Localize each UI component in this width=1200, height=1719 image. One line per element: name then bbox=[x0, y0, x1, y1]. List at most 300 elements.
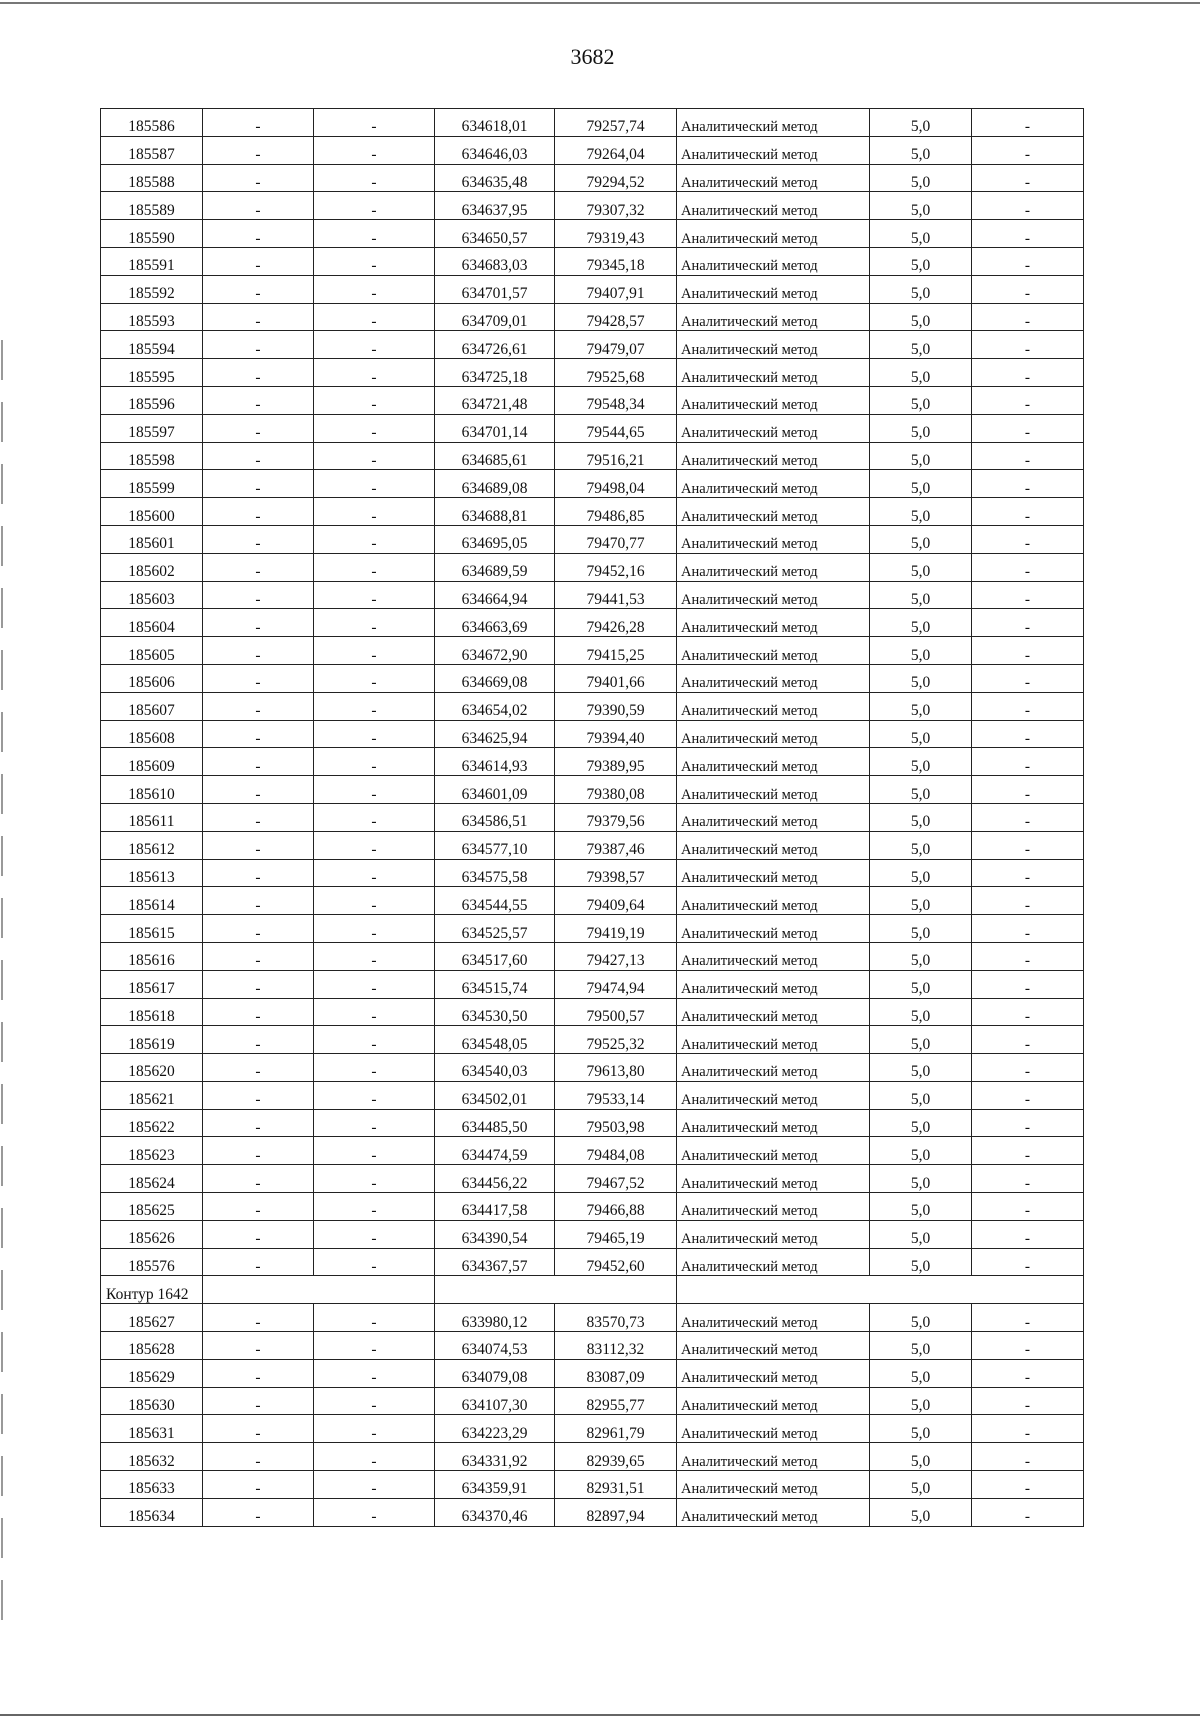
x-coordinate-cell: 634650,57 bbox=[435, 220, 555, 248]
x-coordinate-cell: 634502,01 bbox=[435, 1081, 555, 1109]
method-cell: Аналитический метод bbox=[677, 1415, 870, 1443]
x-coordinate-cell: 634618,01 bbox=[435, 109, 555, 137]
table-row bbox=[101, 442, 1084, 470]
x-coordinate-cell: 634683,03 bbox=[435, 247, 555, 275]
accuracy-cell: 5,0 bbox=[870, 331, 972, 359]
empty-cell: - bbox=[972, 581, 1084, 609]
x-coordinate-cell: 634701,14 bbox=[435, 414, 555, 442]
y-coordinate-cell: 79533,14 bbox=[555, 1081, 677, 1109]
accuracy-cell: 5,0 bbox=[870, 1248, 972, 1276]
accuracy-cell: 5,0 bbox=[870, 970, 972, 998]
y-coordinate-cell: 82961,79 bbox=[555, 1415, 677, 1443]
table-row bbox=[101, 942, 1084, 970]
empty-cell: - bbox=[203, 1304, 314, 1332]
accuracy-cell: 5,0 bbox=[870, 803, 972, 831]
x-coordinate-cell: 634725,18 bbox=[435, 359, 555, 387]
table-row bbox=[101, 359, 1084, 387]
point-number-cell: 185586 bbox=[101, 109, 203, 137]
table-row bbox=[101, 164, 1084, 192]
empty-cell: - bbox=[972, 247, 1084, 275]
table-row bbox=[101, 887, 1084, 915]
method-cell: Аналитический метод bbox=[677, 331, 870, 359]
x-coordinate-cell: 634515,74 bbox=[435, 970, 555, 998]
table-row bbox=[101, 109, 1084, 137]
x-coordinate-cell: 634637,95 bbox=[435, 192, 555, 220]
empty-cell: - bbox=[972, 1359, 1084, 1387]
y-coordinate-cell: 83112,32 bbox=[555, 1332, 677, 1360]
point-number-cell: 185576 bbox=[101, 1248, 203, 1276]
point-number-cell: 185611 bbox=[101, 803, 203, 831]
scan-edge-left bbox=[1, 340, 3, 1640]
table-row bbox=[101, 303, 1084, 331]
x-coordinate-cell: 634577,10 bbox=[435, 831, 555, 859]
point-number-cell: 185594 bbox=[101, 331, 203, 359]
empty-cell: - bbox=[314, 1387, 435, 1415]
empty-cell: - bbox=[314, 776, 435, 804]
table-row bbox=[101, 525, 1084, 553]
empty-cell: - bbox=[203, 247, 314, 275]
accuracy-cell: 5,0 bbox=[870, 692, 972, 720]
y-coordinate-cell: 79426,28 bbox=[555, 609, 677, 637]
x-coordinate-cell: 634646,03 bbox=[435, 136, 555, 164]
table-row bbox=[101, 553, 1084, 581]
table-row bbox=[101, 720, 1084, 748]
y-coordinate-cell: 79466,88 bbox=[555, 1193, 677, 1221]
y-coordinate-cell: 79419,19 bbox=[555, 915, 677, 943]
x-coordinate-cell: 634575,58 bbox=[435, 859, 555, 887]
method-cell: Аналитический метод bbox=[677, 498, 870, 526]
table-row bbox=[101, 1220, 1084, 1248]
coordinates-table bbox=[100, 108, 1084, 1527]
x-coordinate-cell: 634688,81 bbox=[435, 498, 555, 526]
empty-cell: - bbox=[314, 247, 435, 275]
empty-cell: - bbox=[972, 331, 1084, 359]
method-cell: Аналитический метод bbox=[677, 1026, 870, 1054]
empty-cell: - bbox=[203, 109, 314, 137]
accuracy-cell: 5,0 bbox=[870, 359, 972, 387]
method-cell: Аналитический метод bbox=[677, 692, 870, 720]
x-coordinate-cell: 634685,61 bbox=[435, 442, 555, 470]
empty-cell: - bbox=[314, 525, 435, 553]
y-coordinate-cell: 79525,68 bbox=[555, 359, 677, 387]
empty-cell: - bbox=[972, 1026, 1084, 1054]
x-coordinate-cell: 634695,05 bbox=[435, 525, 555, 553]
method-cell: Аналитический метод bbox=[677, 1109, 870, 1137]
table-row bbox=[101, 275, 1084, 303]
method-cell: Аналитический метод bbox=[677, 386, 870, 414]
empty-cell: - bbox=[314, 1443, 435, 1471]
point-number-cell: 185618 bbox=[101, 998, 203, 1026]
x-coordinate-cell: 634331,92 bbox=[435, 1443, 555, 1471]
point-number-cell: 185628 bbox=[101, 1332, 203, 1360]
empty-cell: - bbox=[972, 498, 1084, 526]
x-coordinate-cell: 634390,54 bbox=[435, 1220, 555, 1248]
x-coordinate-cell: 634601,09 bbox=[435, 776, 555, 804]
y-coordinate-cell: 79380,08 bbox=[555, 776, 677, 804]
table-row bbox=[101, 998, 1084, 1026]
accuracy-cell: 5,0 bbox=[870, 1054, 972, 1082]
empty-cell: - bbox=[203, 1359, 314, 1387]
accuracy-cell: 5,0 bbox=[870, 553, 972, 581]
empty-cell: - bbox=[314, 1109, 435, 1137]
y-coordinate-cell: 79544,65 bbox=[555, 414, 677, 442]
y-coordinate-cell: 79394,40 bbox=[555, 720, 677, 748]
y-coordinate-cell: 79441,53 bbox=[555, 581, 677, 609]
point-number-cell: 185598 bbox=[101, 442, 203, 470]
empty-cell: - bbox=[314, 970, 435, 998]
y-coordinate-cell: 79427,13 bbox=[555, 942, 677, 970]
empty-cell: - bbox=[314, 692, 435, 720]
point-number-cell: 185609 bbox=[101, 748, 203, 776]
x-coordinate-cell: 634367,57 bbox=[435, 1248, 555, 1276]
y-coordinate-cell: 79390,59 bbox=[555, 692, 677, 720]
empty-cell: - bbox=[314, 220, 435, 248]
empty-cell: - bbox=[314, 581, 435, 609]
x-coordinate-cell: 634517,60 bbox=[435, 942, 555, 970]
empty-cell: - bbox=[203, 692, 314, 720]
empty-cell: - bbox=[314, 887, 435, 915]
page-number: 3682 bbox=[570, 44, 615, 69]
accuracy-cell: 5,0 bbox=[870, 720, 972, 748]
empty-cell: - bbox=[972, 1081, 1084, 1109]
point-number-cell: 185614 bbox=[101, 887, 203, 915]
empty-cell: - bbox=[314, 553, 435, 581]
point-number-cell: 185599 bbox=[101, 470, 203, 498]
empty-cell: - bbox=[203, 1220, 314, 1248]
method-cell: Аналитический метод bbox=[677, 470, 870, 498]
method-cell: Аналитический метод bbox=[677, 1137, 870, 1165]
empty-cell: - bbox=[203, 998, 314, 1026]
point-number-cell: 185623 bbox=[101, 1137, 203, 1165]
empty-cell: - bbox=[314, 1498, 435, 1526]
empty-cell bbox=[435, 1276, 677, 1304]
method-cell: Аналитический метод bbox=[677, 164, 870, 192]
empty-cell: - bbox=[314, 303, 435, 331]
table-body bbox=[101, 109, 1084, 1527]
empty-cell: - bbox=[972, 1054, 1084, 1082]
empty-cell: - bbox=[972, 553, 1084, 581]
y-coordinate-cell: 79484,08 bbox=[555, 1137, 677, 1165]
empty-cell: - bbox=[314, 609, 435, 637]
method-cell: Аналитический метод bbox=[677, 1471, 870, 1499]
empty-cell: - bbox=[314, 192, 435, 220]
accuracy-cell: 5,0 bbox=[870, 609, 972, 637]
empty-cell: - bbox=[972, 998, 1084, 1026]
x-coordinate-cell: 634079,08 bbox=[435, 1359, 555, 1387]
empty-cell: - bbox=[203, 331, 314, 359]
table-row bbox=[101, 803, 1084, 831]
accuracy-cell: 5,0 bbox=[870, 1304, 972, 1332]
method-cell: Аналитический метод bbox=[677, 859, 870, 887]
empty-cell: - bbox=[972, 637, 1084, 665]
method-cell: Аналитический метод bbox=[677, 525, 870, 553]
accuracy-cell: 5,0 bbox=[870, 525, 972, 553]
empty-cell: - bbox=[972, 192, 1084, 220]
y-coordinate-cell: 79452,16 bbox=[555, 553, 677, 581]
accuracy-cell: 5,0 bbox=[870, 859, 972, 887]
method-cell: Аналитический метод bbox=[677, 1220, 870, 1248]
empty-cell: - bbox=[203, 1248, 314, 1276]
x-coordinate-cell: 634635,48 bbox=[435, 164, 555, 192]
point-number-cell: 185603 bbox=[101, 581, 203, 609]
method-cell: Аналитический метод bbox=[677, 1359, 870, 1387]
empty-cell: - bbox=[203, 442, 314, 470]
method-cell: Аналитический метод bbox=[677, 915, 870, 943]
table-row bbox=[101, 414, 1084, 442]
x-coordinate-cell: 634544,55 bbox=[435, 887, 555, 915]
x-coordinate-cell: 634485,50 bbox=[435, 1109, 555, 1137]
empty-cell: - bbox=[314, 998, 435, 1026]
empty-cell: - bbox=[972, 1109, 1084, 1137]
method-cell: Аналитический метод bbox=[677, 553, 870, 581]
x-coordinate-cell: 634701,57 bbox=[435, 275, 555, 303]
table-row bbox=[101, 1332, 1084, 1360]
point-number-cell: 185595 bbox=[101, 359, 203, 387]
table-row bbox=[101, 1443, 1084, 1471]
x-coordinate-cell: 634586,51 bbox=[435, 803, 555, 831]
x-coordinate-cell: 634359,91 bbox=[435, 1471, 555, 1499]
empty-cell: - bbox=[203, 192, 314, 220]
empty-cell: - bbox=[972, 386, 1084, 414]
table-row bbox=[101, 1471, 1084, 1499]
empty-cell: - bbox=[314, 1165, 435, 1193]
y-coordinate-cell: 79307,32 bbox=[555, 192, 677, 220]
empty-cell: - bbox=[972, 859, 1084, 887]
point-number-cell: 185587 bbox=[101, 136, 203, 164]
x-coordinate-cell: 633980,12 bbox=[435, 1304, 555, 1332]
point-number-cell: 185606 bbox=[101, 664, 203, 692]
empty-cell: - bbox=[972, 414, 1084, 442]
empty-cell: - bbox=[972, 220, 1084, 248]
accuracy-cell: 5,0 bbox=[870, 1443, 972, 1471]
table-row bbox=[101, 1026, 1084, 1054]
empty-cell bbox=[203, 1276, 435, 1304]
empty-cell: - bbox=[972, 136, 1084, 164]
accuracy-cell: 5,0 bbox=[870, 136, 972, 164]
y-coordinate-cell: 79516,21 bbox=[555, 442, 677, 470]
method-cell: Аналитический метод bbox=[677, 609, 870, 637]
empty-cell: - bbox=[314, 136, 435, 164]
empty-cell: - bbox=[972, 748, 1084, 776]
point-number-cell: 185634 bbox=[101, 1498, 203, 1526]
table-row bbox=[101, 915, 1084, 943]
y-coordinate-cell: 79500,57 bbox=[555, 998, 677, 1026]
empty-cell: - bbox=[972, 1415, 1084, 1443]
empty-cell: - bbox=[203, 414, 314, 442]
empty-cell: - bbox=[314, 442, 435, 470]
point-number-cell: 185616 bbox=[101, 942, 203, 970]
table-row bbox=[101, 831, 1084, 859]
point-number-cell: 185600 bbox=[101, 498, 203, 526]
x-coordinate-cell: 634726,61 bbox=[435, 331, 555, 359]
x-coordinate-cell: 634474,59 bbox=[435, 1137, 555, 1165]
y-coordinate-cell: 79470,77 bbox=[555, 525, 677, 553]
point-number-cell: 185626 bbox=[101, 1220, 203, 1248]
point-number-cell: 185610 bbox=[101, 776, 203, 804]
point-number-cell: 185629 bbox=[101, 1359, 203, 1387]
empty-cell: - bbox=[314, 1137, 435, 1165]
empty-cell: - bbox=[203, 498, 314, 526]
y-coordinate-cell: 79474,94 bbox=[555, 970, 677, 998]
empty-cell: - bbox=[314, 1081, 435, 1109]
empty-cell: - bbox=[203, 1443, 314, 1471]
table-row bbox=[101, 748, 1084, 776]
method-cell: Аналитический метод bbox=[677, 831, 870, 859]
method-cell: Аналитический метод bbox=[677, 1054, 870, 1082]
empty-cell: - bbox=[314, 1220, 435, 1248]
empty-cell: - bbox=[314, 359, 435, 387]
empty-cell: - bbox=[972, 1220, 1084, 1248]
accuracy-cell: 5,0 bbox=[870, 192, 972, 220]
accuracy-cell: 5,0 bbox=[870, 247, 972, 275]
empty-cell: - bbox=[203, 859, 314, 887]
empty-cell: - bbox=[972, 109, 1084, 137]
y-coordinate-cell: 79345,18 bbox=[555, 247, 677, 275]
y-coordinate-cell: 82931,51 bbox=[555, 1471, 677, 1499]
y-coordinate-cell: 79319,43 bbox=[555, 220, 677, 248]
empty-cell: - bbox=[203, 136, 314, 164]
table-row bbox=[101, 581, 1084, 609]
empty-cell bbox=[677, 1276, 1084, 1304]
empty-cell: - bbox=[203, 720, 314, 748]
method-cell: Аналитический метод bbox=[677, 442, 870, 470]
x-coordinate-cell: 634654,02 bbox=[435, 692, 555, 720]
empty-cell: - bbox=[203, 803, 314, 831]
accuracy-cell: 5,0 bbox=[870, 1109, 972, 1137]
empty-cell: - bbox=[203, 1081, 314, 1109]
y-coordinate-cell: 82939,65 bbox=[555, 1443, 677, 1471]
method-cell: Аналитический метод bbox=[677, 109, 870, 137]
accuracy-cell: 5,0 bbox=[870, 164, 972, 192]
empty-cell: - bbox=[972, 275, 1084, 303]
method-cell: Аналитический метод bbox=[677, 748, 870, 776]
x-coordinate-cell: 634223,29 bbox=[435, 1415, 555, 1443]
method-cell: Аналитический метод bbox=[677, 275, 870, 303]
method-cell: Аналитический метод bbox=[677, 803, 870, 831]
point-number-cell: 185612 bbox=[101, 831, 203, 859]
method-cell: Аналитический метод bbox=[677, 359, 870, 387]
empty-cell: - bbox=[203, 1137, 314, 1165]
empty-cell: - bbox=[972, 1387, 1084, 1415]
empty-cell: - bbox=[203, 1415, 314, 1443]
accuracy-cell: 5,0 bbox=[870, 776, 972, 804]
empty-cell: - bbox=[203, 525, 314, 553]
y-coordinate-cell: 79407,91 bbox=[555, 275, 677, 303]
y-coordinate-cell: 79379,56 bbox=[555, 803, 677, 831]
empty-cell: - bbox=[314, 1248, 435, 1276]
x-coordinate-cell: 634689,59 bbox=[435, 553, 555, 581]
y-coordinate-cell: 79428,57 bbox=[555, 303, 677, 331]
accuracy-cell: 5,0 bbox=[870, 887, 972, 915]
table-row bbox=[101, 970, 1084, 998]
empty-cell: - bbox=[314, 470, 435, 498]
point-number-cell: 185593 bbox=[101, 303, 203, 331]
x-coordinate-cell: 634672,90 bbox=[435, 637, 555, 665]
y-coordinate-cell: 79452,60 bbox=[555, 1248, 677, 1276]
table-row bbox=[101, 247, 1084, 275]
point-number-cell: 185605 bbox=[101, 637, 203, 665]
accuracy-cell: 5,0 bbox=[870, 637, 972, 665]
y-coordinate-cell: 79486,85 bbox=[555, 498, 677, 526]
point-number-cell: 185590 bbox=[101, 220, 203, 248]
x-coordinate-cell: 634417,58 bbox=[435, 1193, 555, 1221]
point-number-cell: 185591 bbox=[101, 247, 203, 275]
point-number-cell: 185617 bbox=[101, 970, 203, 998]
y-coordinate-cell: 79503,98 bbox=[555, 1109, 677, 1137]
point-number-cell: 185631 bbox=[101, 1415, 203, 1443]
y-coordinate-cell: 79525,32 bbox=[555, 1026, 677, 1054]
y-coordinate-cell: 79294,52 bbox=[555, 164, 677, 192]
method-cell: Аналитический метод bbox=[677, 1193, 870, 1221]
method-cell: Аналитический метод bbox=[677, 887, 870, 915]
table-row bbox=[101, 1248, 1084, 1276]
method-cell: Аналитический метод bbox=[677, 192, 870, 220]
table-row bbox=[101, 1137, 1084, 1165]
empty-cell: - bbox=[314, 664, 435, 692]
accuracy-cell: 5,0 bbox=[870, 1137, 972, 1165]
method-cell: Аналитический метод bbox=[677, 998, 870, 1026]
y-coordinate-cell: 79415,25 bbox=[555, 637, 677, 665]
accuracy-cell: 5,0 bbox=[870, 581, 972, 609]
empty-cell: - bbox=[203, 1498, 314, 1526]
accuracy-cell: 5,0 bbox=[870, 498, 972, 526]
point-number-cell: 185627 bbox=[101, 1304, 203, 1332]
table-row bbox=[101, 1054, 1084, 1082]
empty-cell: - bbox=[314, 859, 435, 887]
empty-cell: - bbox=[972, 442, 1084, 470]
method-cell: Аналитический метод bbox=[677, 1387, 870, 1415]
x-coordinate-cell: 634614,93 bbox=[435, 748, 555, 776]
empty-cell: - bbox=[972, 1304, 1084, 1332]
y-coordinate-cell: 79398,57 bbox=[555, 859, 677, 887]
y-coordinate-cell: 79387,46 bbox=[555, 831, 677, 859]
point-number-cell: 185596 bbox=[101, 386, 203, 414]
table-row bbox=[101, 498, 1084, 526]
accuracy-cell: 5,0 bbox=[870, 664, 972, 692]
y-coordinate-cell: 79479,07 bbox=[555, 331, 677, 359]
empty-cell: - bbox=[203, 915, 314, 943]
y-coordinate-cell: 83570,73 bbox=[555, 1304, 677, 1332]
empty-cell: - bbox=[203, 1165, 314, 1193]
accuracy-cell: 5,0 bbox=[870, 1165, 972, 1193]
empty-cell: - bbox=[203, 1332, 314, 1360]
empty-cell: - bbox=[314, 1359, 435, 1387]
table-row bbox=[101, 1498, 1084, 1526]
point-number-cell: 185608 bbox=[101, 720, 203, 748]
table-row bbox=[101, 192, 1084, 220]
empty-cell: - bbox=[972, 1137, 1084, 1165]
point-number-cell: 185621 bbox=[101, 1081, 203, 1109]
table-row bbox=[101, 1415, 1084, 1443]
empty-cell: - bbox=[972, 776, 1084, 804]
accuracy-cell: 5,0 bbox=[870, 470, 972, 498]
table-row bbox=[101, 386, 1084, 414]
table-row bbox=[101, 637, 1084, 665]
empty-cell: - bbox=[314, 109, 435, 137]
table-row bbox=[101, 692, 1084, 720]
table-row bbox=[101, 1387, 1084, 1415]
contour-label: Контур 1642 bbox=[101, 1276, 203, 1304]
empty-cell: - bbox=[314, 498, 435, 526]
table-row bbox=[101, 331, 1084, 359]
table-row bbox=[101, 470, 1084, 498]
y-coordinate-cell: 79613,80 bbox=[555, 1054, 677, 1082]
method-cell: Аналитический метод bbox=[677, 581, 870, 609]
scan-edge-bottom bbox=[0, 1714, 1200, 1716]
scan-edge-top bbox=[0, 2, 1200, 4]
empty-cell: - bbox=[203, 1109, 314, 1137]
empty-cell: - bbox=[203, 1054, 314, 1082]
